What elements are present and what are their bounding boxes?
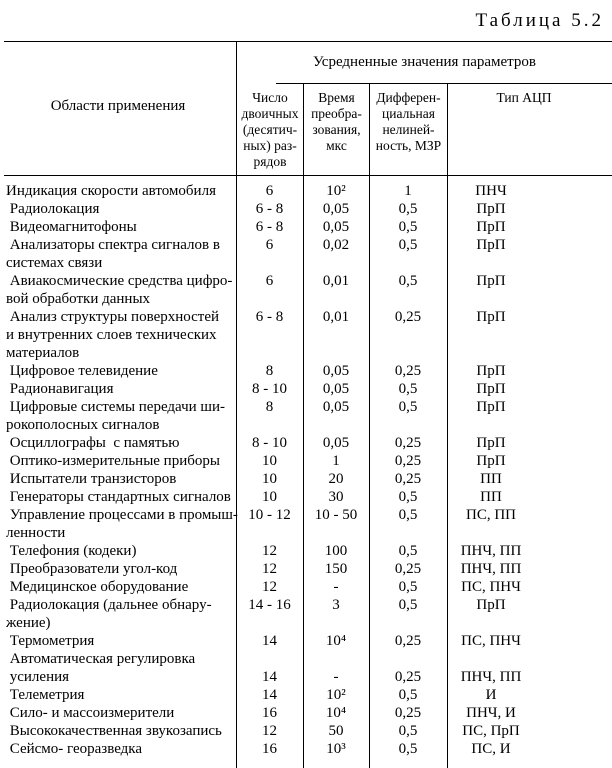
cell-time: 150 [324, 561, 348, 577]
cell-type-wrap [447, 506, 612, 542]
table-row [0, 560, 612, 578]
table-row [0, 488, 612, 506]
cell-bits: 16 [262, 741, 277, 757]
cell-type-wrap [447, 632, 612, 650]
cell-type-wrap [447, 722, 612, 740]
cell-time: 0,05 [322, 435, 350, 451]
area-name [0, 470, 236, 488]
cell-bits: 6 - 8 [255, 219, 284, 235]
area-name-line: Термометрия [6, 633, 95, 649]
cell-dnl: 0,5 [398, 219, 418, 235]
table-row [0, 596, 612, 632]
cell-bits: 10 [262, 453, 277, 469]
cell-type: ПНЧ [475, 183, 507, 199]
cell-type: ПрП [476, 237, 506, 253]
area-name-line: Индикация скорости автомобиля [6, 183, 216, 199]
table-row [0, 218, 612, 236]
cell-bits: 12 [262, 579, 277, 595]
cell-type-wrap [447, 380, 612, 398]
area-name [0, 452, 236, 470]
cell-time: 10⁴ [325, 705, 347, 721]
cell-time: 10² [326, 687, 346, 703]
area-name-line: Испытатели транзисторов [6, 471, 177, 487]
cell-dnl: 0,5 [398, 543, 418, 559]
table-row [0, 272, 612, 308]
cell-type-wrap [447, 470, 612, 488]
area-name [0, 560, 236, 578]
area-name-line: Высококачественная звукозапись [6, 723, 222, 739]
top-rule [4, 41, 612, 42]
cell-bits: 6 [265, 273, 274, 289]
area-name-line: системах связи [6, 255, 103, 271]
cell-type-wrap [447, 452, 612, 470]
table-body [0, 182, 612, 758]
table-row [0, 704, 612, 722]
cell-dnl: 0,25 [394, 705, 422, 721]
cell-time: 50 [328, 723, 344, 739]
area-name [0, 434, 236, 452]
table-row [0, 434, 612, 452]
cell-type-wrap [447, 542, 612, 560]
cell-bits: 8 [265, 363, 274, 379]
area-name [0, 542, 236, 560]
area-name [0, 722, 236, 740]
cell-type: ПрП [476, 597, 506, 613]
area-name-line: Телефония (кодеки) [6, 543, 137, 559]
cell-type: ПС, И [471, 741, 511, 757]
table-row [0, 200, 612, 218]
cell-dnl: 0,5 [398, 579, 418, 595]
table-caption: Таблица 5.2 [475, 10, 604, 31]
cell-type-wrap [447, 560, 612, 578]
cell-bits: 8 - 10 [252, 381, 287, 397]
cell-dnl: 0,5 [398, 201, 418, 217]
cell-type-wrap [447, 182, 612, 200]
cell-type: ПрП [476, 273, 506, 289]
table-row [0, 470, 612, 488]
header-group: Усредненные значения параметров [312, 54, 537, 70]
cell-type: ПП [480, 489, 502, 505]
cell-bits: 12 [262, 543, 277, 559]
header-dnl: Дифферен- циальная нелиней- ность, МЗР [375, 90, 442, 153]
cell-dnl: 0,25 [394, 669, 422, 685]
cell-time: 10³ [326, 741, 346, 757]
table-row [0, 650, 612, 686]
area-name-line: и внутренних слоев технических [6, 327, 217, 343]
header-bits: Число двоичных (десятич- ных) раз- рядов [241, 90, 299, 169]
area-name-line: Авиакосмические средства цифро- [6, 273, 233, 289]
cell-dnl: 0,25 [394, 363, 422, 379]
cell-type: ПС, ПНЧ [461, 633, 521, 649]
cell-type: ПрП [476, 399, 506, 415]
cell-time: 1 [332, 453, 340, 469]
cell-type-wrap [447, 488, 612, 506]
area-name [0, 236, 236, 272]
cell-type-wrap [447, 272, 612, 308]
cell-type-wrap [447, 668, 612, 686]
cell-dnl: 0,5 [398, 507, 418, 523]
cell-time: 10⁴ [325, 633, 347, 649]
area-name-line: рокополосных сигналов [6, 417, 160, 433]
table-row [0, 380, 612, 398]
header-area: Области применения [50, 98, 186, 114]
header-rule [4, 175, 612, 176]
cell-time: 0,02 [322, 237, 350, 253]
area-name-line: Цифровое телевидение [6, 363, 158, 379]
cell-bits: 12 [262, 561, 277, 577]
area-name-line: Медицинское оборудование [6, 579, 189, 595]
area-name-line: вой обработки данных [6, 291, 151, 307]
cell-type: ПрП [476, 309, 506, 325]
table-row [0, 398, 612, 434]
cell-dnl: 1 [404, 183, 412, 199]
cell-time: 3 [332, 597, 340, 613]
table-row [0, 236, 612, 272]
area-name-line: Сейсмо- георазведка [6, 741, 143, 757]
cell-type: И [485, 687, 497, 703]
table-row [0, 686, 612, 704]
cell-type: ПНЧ, ПП [460, 543, 522, 559]
cell-bits: 10 - 12 [248, 507, 291, 523]
cell-time: 0,01 [322, 309, 350, 325]
area-name [0, 182, 236, 200]
area-name-line: Телеметрия [6, 687, 85, 703]
area-name [0, 200, 236, 218]
cell-time: 10 - 50 [314, 507, 358, 523]
table-row [0, 632, 612, 650]
table-row [0, 578, 612, 596]
area-name-line: Сило- и массоизмерители [6, 705, 175, 721]
table-row [0, 452, 612, 470]
table-row [0, 542, 612, 560]
area-name-line: Анализаторы спектра сигналов в [6, 237, 220, 253]
cell-type: ПС, ПНЧ [461, 579, 521, 595]
area-name [0, 398, 236, 434]
area-name [0, 632, 236, 650]
area-name [0, 308, 236, 362]
cell-type-wrap [447, 398, 612, 434]
cell-type-wrap [447, 200, 612, 218]
area-name-line: Радиолокация (дальнее обнару- [6, 597, 212, 613]
cell-type: ПС, ПрП [462, 723, 520, 739]
area-name-line: Цифровые системы передачи ши- [6, 399, 226, 415]
cell-dnl: 0,5 [398, 399, 418, 415]
area-name [0, 506, 236, 542]
cell-type: ПрП [476, 381, 506, 397]
cell-bits: 8 - 10 [252, 435, 287, 451]
area-name [0, 686, 236, 704]
area-name-line: Генераторы стандартных сигналов [6, 489, 231, 505]
area-name [0, 650, 236, 686]
cell-bits: 6 - 8 [255, 309, 284, 325]
area-name-line: жение) [6, 615, 51, 631]
header-time: Время преобра- зования, мкс [311, 90, 362, 153]
cell-bits: 10 [262, 471, 277, 487]
cell-dnl: 0,25 [394, 561, 422, 577]
cell-type: ПрП [476, 453, 506, 469]
cell-time: - [333, 669, 339, 685]
area-name-line: усиления [6, 669, 70, 685]
area-name [0, 704, 236, 722]
cell-dnl: 0,25 [394, 471, 422, 487]
cell-time: 0,05 [322, 219, 350, 235]
cell-type-wrap [447, 578, 612, 596]
table-row [0, 740, 612, 758]
area-name [0, 380, 236, 398]
table-row [0, 308, 612, 362]
cell-bits: 14 - 16 [248, 597, 291, 613]
cell-time: 0,05 [322, 201, 350, 217]
cell-bits: 10 [262, 489, 277, 505]
cell-time: 0,05 [322, 363, 350, 379]
cell-time: 0,05 [322, 399, 350, 415]
cell-type: ПП [480, 471, 502, 487]
cell-type: ПНЧ, ПП [460, 561, 522, 577]
cell-dnl: 0,5 [398, 597, 418, 613]
cell-type-wrap [447, 218, 612, 236]
cell-bits: 6 [265, 237, 274, 253]
area-name [0, 488, 236, 506]
area-name-line: Управление процессами в промыш- [6, 507, 238, 523]
area-name-line: Видеомагнитофоны [6, 219, 137, 235]
cell-dnl: 0,5 [398, 237, 418, 253]
table-row [0, 182, 612, 200]
area-name-line: ленности [6, 525, 66, 541]
cell-dnl: 0,25 [394, 453, 422, 469]
cell-dnl: 0,25 [394, 435, 422, 451]
cell-time: 10² [326, 183, 346, 199]
cell-type: ПНЧ, ПП [460, 669, 522, 685]
area-name [0, 578, 236, 596]
cell-type-wrap [447, 236, 612, 272]
area-name-line: Осциллографы с памятью [6, 435, 180, 451]
cell-time: 0,01 [322, 273, 350, 289]
table-row [0, 722, 612, 740]
cell-type: ПНЧ, И [466, 705, 516, 721]
area-name-line: Автоматическая регулировка [6, 651, 196, 667]
area-name [0, 740, 236, 758]
cell-dnl: 0,5 [398, 741, 418, 757]
cell-dnl: 0,5 [398, 273, 418, 289]
cell-type: ПрП [476, 435, 506, 451]
cell-bits: 14 [262, 669, 277, 685]
cell-bits: 14 [262, 687, 277, 703]
area-name [0, 218, 236, 236]
area-name-line: Преобразователи угол-код [6, 561, 178, 577]
cell-type-wrap [447, 704, 612, 722]
area-name [0, 272, 236, 308]
cell-dnl: 0,5 [398, 687, 418, 703]
cell-bits: 16 [262, 705, 277, 721]
cell-bits: 12 [262, 723, 277, 739]
cell-type-wrap [447, 308, 612, 362]
cell-dnl: 0,25 [394, 633, 422, 649]
area-name-line: Оптико-измерительные приборы [6, 453, 220, 469]
cell-type: ПрП [476, 363, 506, 379]
cell-type-wrap [447, 686, 612, 704]
cell-time: 20 [328, 471, 344, 487]
area-name-line: Радиолокация [6, 201, 100, 217]
cell-type-wrap [447, 362, 612, 380]
cell-time: 30 [328, 489, 344, 505]
cell-type-wrap [447, 434, 612, 452]
table-row [0, 506, 612, 542]
header-type: Тип АЦП [496, 90, 552, 105]
cell-bits: 8 [265, 399, 274, 415]
area-name-line: Радионавигация [6, 381, 114, 397]
cell-bits: 14 [262, 633, 277, 649]
table-row [0, 362, 612, 380]
area-name-line: материалов [6, 345, 80, 361]
cell-dnl: 0,25 [394, 309, 422, 325]
cell-time: 100 [324, 543, 348, 559]
area-name [0, 596, 236, 632]
area-name [0, 362, 236, 380]
cell-type-wrap [447, 596, 612, 632]
cell-type: ПрП [476, 219, 506, 235]
cell-type: ПС, ПП [465, 507, 516, 523]
cell-dnl: 0,5 [398, 723, 418, 739]
group-rule [276, 83, 612, 84]
area-name-line: Анализ структуры поверхностей [6, 309, 220, 325]
cell-dnl: 0,5 [398, 381, 418, 397]
cell-type-wrap [447, 740, 612, 758]
cell-dnl: 0,5 [398, 489, 418, 505]
cell-type: ПрП [476, 201, 506, 217]
cell-bits: 6 [265, 183, 274, 199]
cell-bits: 6 - 8 [255, 201, 284, 217]
cell-time: 0,05 [322, 381, 350, 397]
cell-time: - [333, 579, 339, 595]
